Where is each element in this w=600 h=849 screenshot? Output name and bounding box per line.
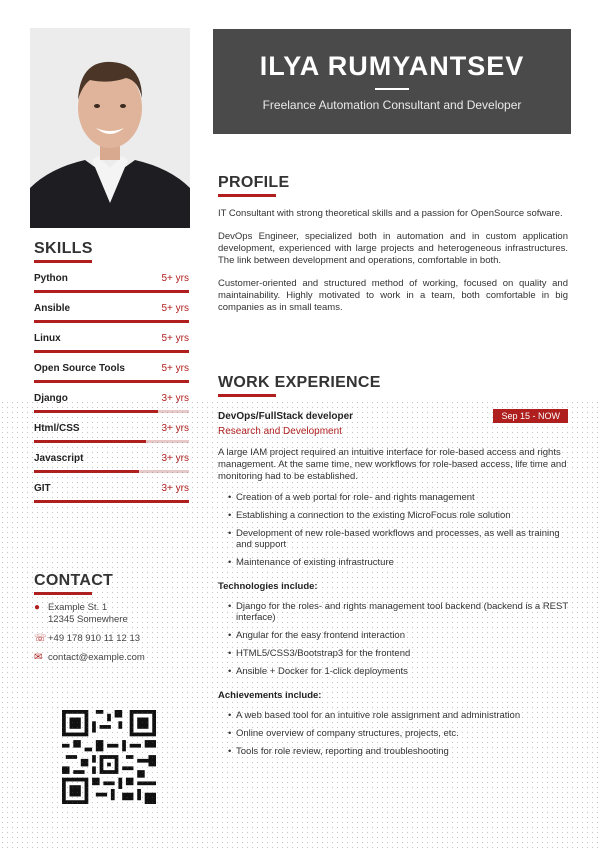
bullet-dot-icon: • — [228, 666, 232, 677]
skill-name: Javascript — [34, 453, 84, 464]
bullet-text: Creation of a web portal for role- and rights management — [236, 492, 475, 503]
job-date-badge: Sep 15 - NOW — [493, 409, 568, 423]
job-bullet — [218, 510, 568, 521]
skill-level-fill — [34, 500, 189, 503]
portrait-illustration — [30, 28, 190, 228]
contact-email — [34, 652, 194, 664]
job-organization: Research and Development — [218, 426, 342, 437]
bullet-text: Angular for the easy frontend interaction — [236, 630, 405, 641]
skill-name: Linux — [34, 333, 61, 344]
name-header — [213, 29, 571, 134]
achievement-bullet — [218, 746, 568, 757]
bullet-text: Online overview of company structures, projects, etc. — [236, 728, 459, 739]
skill-level-bar — [34, 470, 189, 473]
achievements-heading: Achievements include: — [218, 690, 322, 701]
job-title: DevOps/FullStack developer — [218, 410, 354, 422]
contact-address — [34, 602, 194, 626]
skill-level-bar — [34, 320, 189, 323]
skills-title-underline — [34, 260, 92, 263]
bullet-dot-icon: • — [228, 728, 232, 739]
job-bullet — [218, 528, 568, 550]
bullet-dot-icon: • — [228, 710, 232, 721]
technology-bullet — [218, 648, 568, 659]
address-line-2: 12345 Somewhere — [48, 614, 128, 625]
skill-level-fill — [34, 380, 189, 383]
skill-years: 3+ yrs — [161, 423, 189, 434]
skill-level-bar — [34, 500, 189, 503]
person-name: ILYA RUMYANTSEV — [259, 51, 525, 81]
contact-title-underline — [34, 592, 92, 595]
skill-level-fill — [34, 470, 139, 473]
skill-level-bar — [34, 380, 189, 383]
skill-name: Ansible — [34, 303, 71, 314]
bullet-dot-icon: • — [228, 630, 232, 641]
bullet-text: Django for the roles- and rights management tool backend (backend is a REST interface) — [236, 601, 568, 623]
skill-name: GIT — [34, 483, 51, 494]
skill-name: Python — [34, 273, 68, 284]
skill-years: 5+ yrs — [161, 273, 189, 284]
bullet-dot-icon: • — [228, 557, 232, 568]
skill-level-fill — [34, 290, 189, 293]
job-bullet-list — [218, 492, 568, 568]
job-header — [218, 409, 568, 423]
bullet-text: A web based tool for an intuitive role assignment and administration — [236, 710, 521, 721]
bullet-dot-icon: • — [228, 528, 232, 539]
bullet-dot-icon: • — [228, 510, 232, 521]
skill-level-fill — [34, 320, 189, 323]
bullet-text: Development of new role-based workflows and processes, as well as training and support — [236, 528, 560, 550]
skill-level-fill — [34, 440, 146, 443]
job-bullet — [218, 557, 568, 568]
skills-title: SKILLS — [34, 240, 93, 257]
technologies-list — [218, 601, 568, 677]
skill-row — [34, 363, 189, 383]
skill-row — [34, 333, 189, 353]
contact-title: CONTACT — [34, 572, 114, 589]
bullet-text: Tools for role review, reporting and troubleshooting — [236, 746, 449, 757]
location-pin-icon: ● — [34, 602, 41, 613]
profile-section — [218, 174, 568, 314]
phone-number[interactable]: +49 178 910 11 12 13 — [48, 633, 141, 644]
header-divider — [375, 88, 409, 90]
person-subtitle: Freelance Automation Consultant and Developer — [262, 98, 522, 112]
skill-row — [34, 423, 189, 443]
technologies-heading: Technologies include: — [218, 581, 318, 592]
skill-level-bar — [34, 410, 189, 413]
skill-row — [34, 303, 189, 323]
skills-section — [34, 240, 189, 503]
bullet-dot-icon: • — [228, 601, 232, 612]
technology-bullet — [218, 630, 568, 641]
profile-paragraph: DevOps Engineer, specialized both in automation and in custom application development, experienced with large projects and heterogeneous infrastructures. The link between development and operations, comfortable in both. — [218, 231, 568, 266]
mail-icon: ✉ — [34, 652, 43, 663]
bullet-text: Establishing a connection to the existing MicroFocus role solution — [236, 510, 511, 521]
skill-level-bar — [34, 350, 189, 353]
profile-paragraph: Customer-oriented and structured method of working, focused on quality and maintainability. Highly motivated to work in a team, both comfortable in big companies as in small teams. — [218, 278, 568, 313]
technology-bullet — [218, 601, 568, 623]
job-description: A large IAM project required an intuitive interface for role-based access and rights management. At the same time, new workflows for role-based access, life time and monitoring had to be established. — [218, 447, 567, 482]
skill-years: 5+ yrs — [161, 333, 189, 344]
bullet-dot-icon: • — [228, 746, 232, 757]
achievement-bullet — [218, 728, 568, 739]
bullet-dot-icon: • — [228, 492, 232, 503]
profile-photo — [30, 28, 190, 228]
bullet-text: Ansible + Docker for 1-click deployments — [236, 666, 408, 677]
skill-years: 5+ yrs — [161, 303, 189, 314]
skill-years: 3+ yrs — [161, 453, 189, 464]
skill-row — [34, 453, 189, 473]
skill-list — [34, 273, 189, 503]
skill-name: Html/CSS — [34, 423, 80, 434]
skill-row — [34, 393, 189, 413]
achievements-list — [218, 710, 568, 757]
skill-years: 3+ yrs — [161, 483, 189, 494]
phone-icon: ☏ — [34, 633, 47, 644]
bullet-text: HTML5/CSS3/Bootstrap3 for the frontend — [236, 648, 411, 659]
skill-name: Django — [34, 393, 68, 404]
job-bullet — [218, 492, 568, 503]
contact-phone — [34, 633, 194, 645]
work-experience-section — [218, 374, 568, 757]
skill-level-bar — [34, 440, 189, 443]
profile-paragraph: IT Consultant with strong theoretical skills and a passion for OpenSource sofware. — [218, 208, 563, 219]
contact-section — [34, 572, 194, 664]
profile-title: PROFILE — [218, 174, 290, 191]
skill-level-bar — [34, 290, 189, 293]
achievement-bullet — [218, 710, 568, 721]
skill-name: Open Source Tools — [34, 363, 125, 374]
bullet-text: Maintenance of existing infrastructure — [236, 557, 394, 568]
bullet-dot-icon: • — [228, 648, 232, 659]
qr-code — [62, 710, 156, 804]
skill-level-fill — [34, 350, 189, 353]
skill-years: 3+ yrs — [161, 393, 189, 404]
skill-row — [34, 483, 189, 503]
email-link[interactable]: contact@example.com — [48, 652, 145, 663]
profile-title-underline — [218, 194, 276, 197]
work-title-underline — [218, 394, 276, 397]
address-line-1: Example St. 1 — [48, 602, 108, 613]
work-title: WORK EXPERIENCE — [218, 374, 381, 391]
technology-bullet — [218, 666, 568, 677]
skill-level-fill — [34, 410, 158, 413]
skill-row — [34, 273, 189, 293]
skill-years: 5+ yrs — [161, 363, 189, 374]
